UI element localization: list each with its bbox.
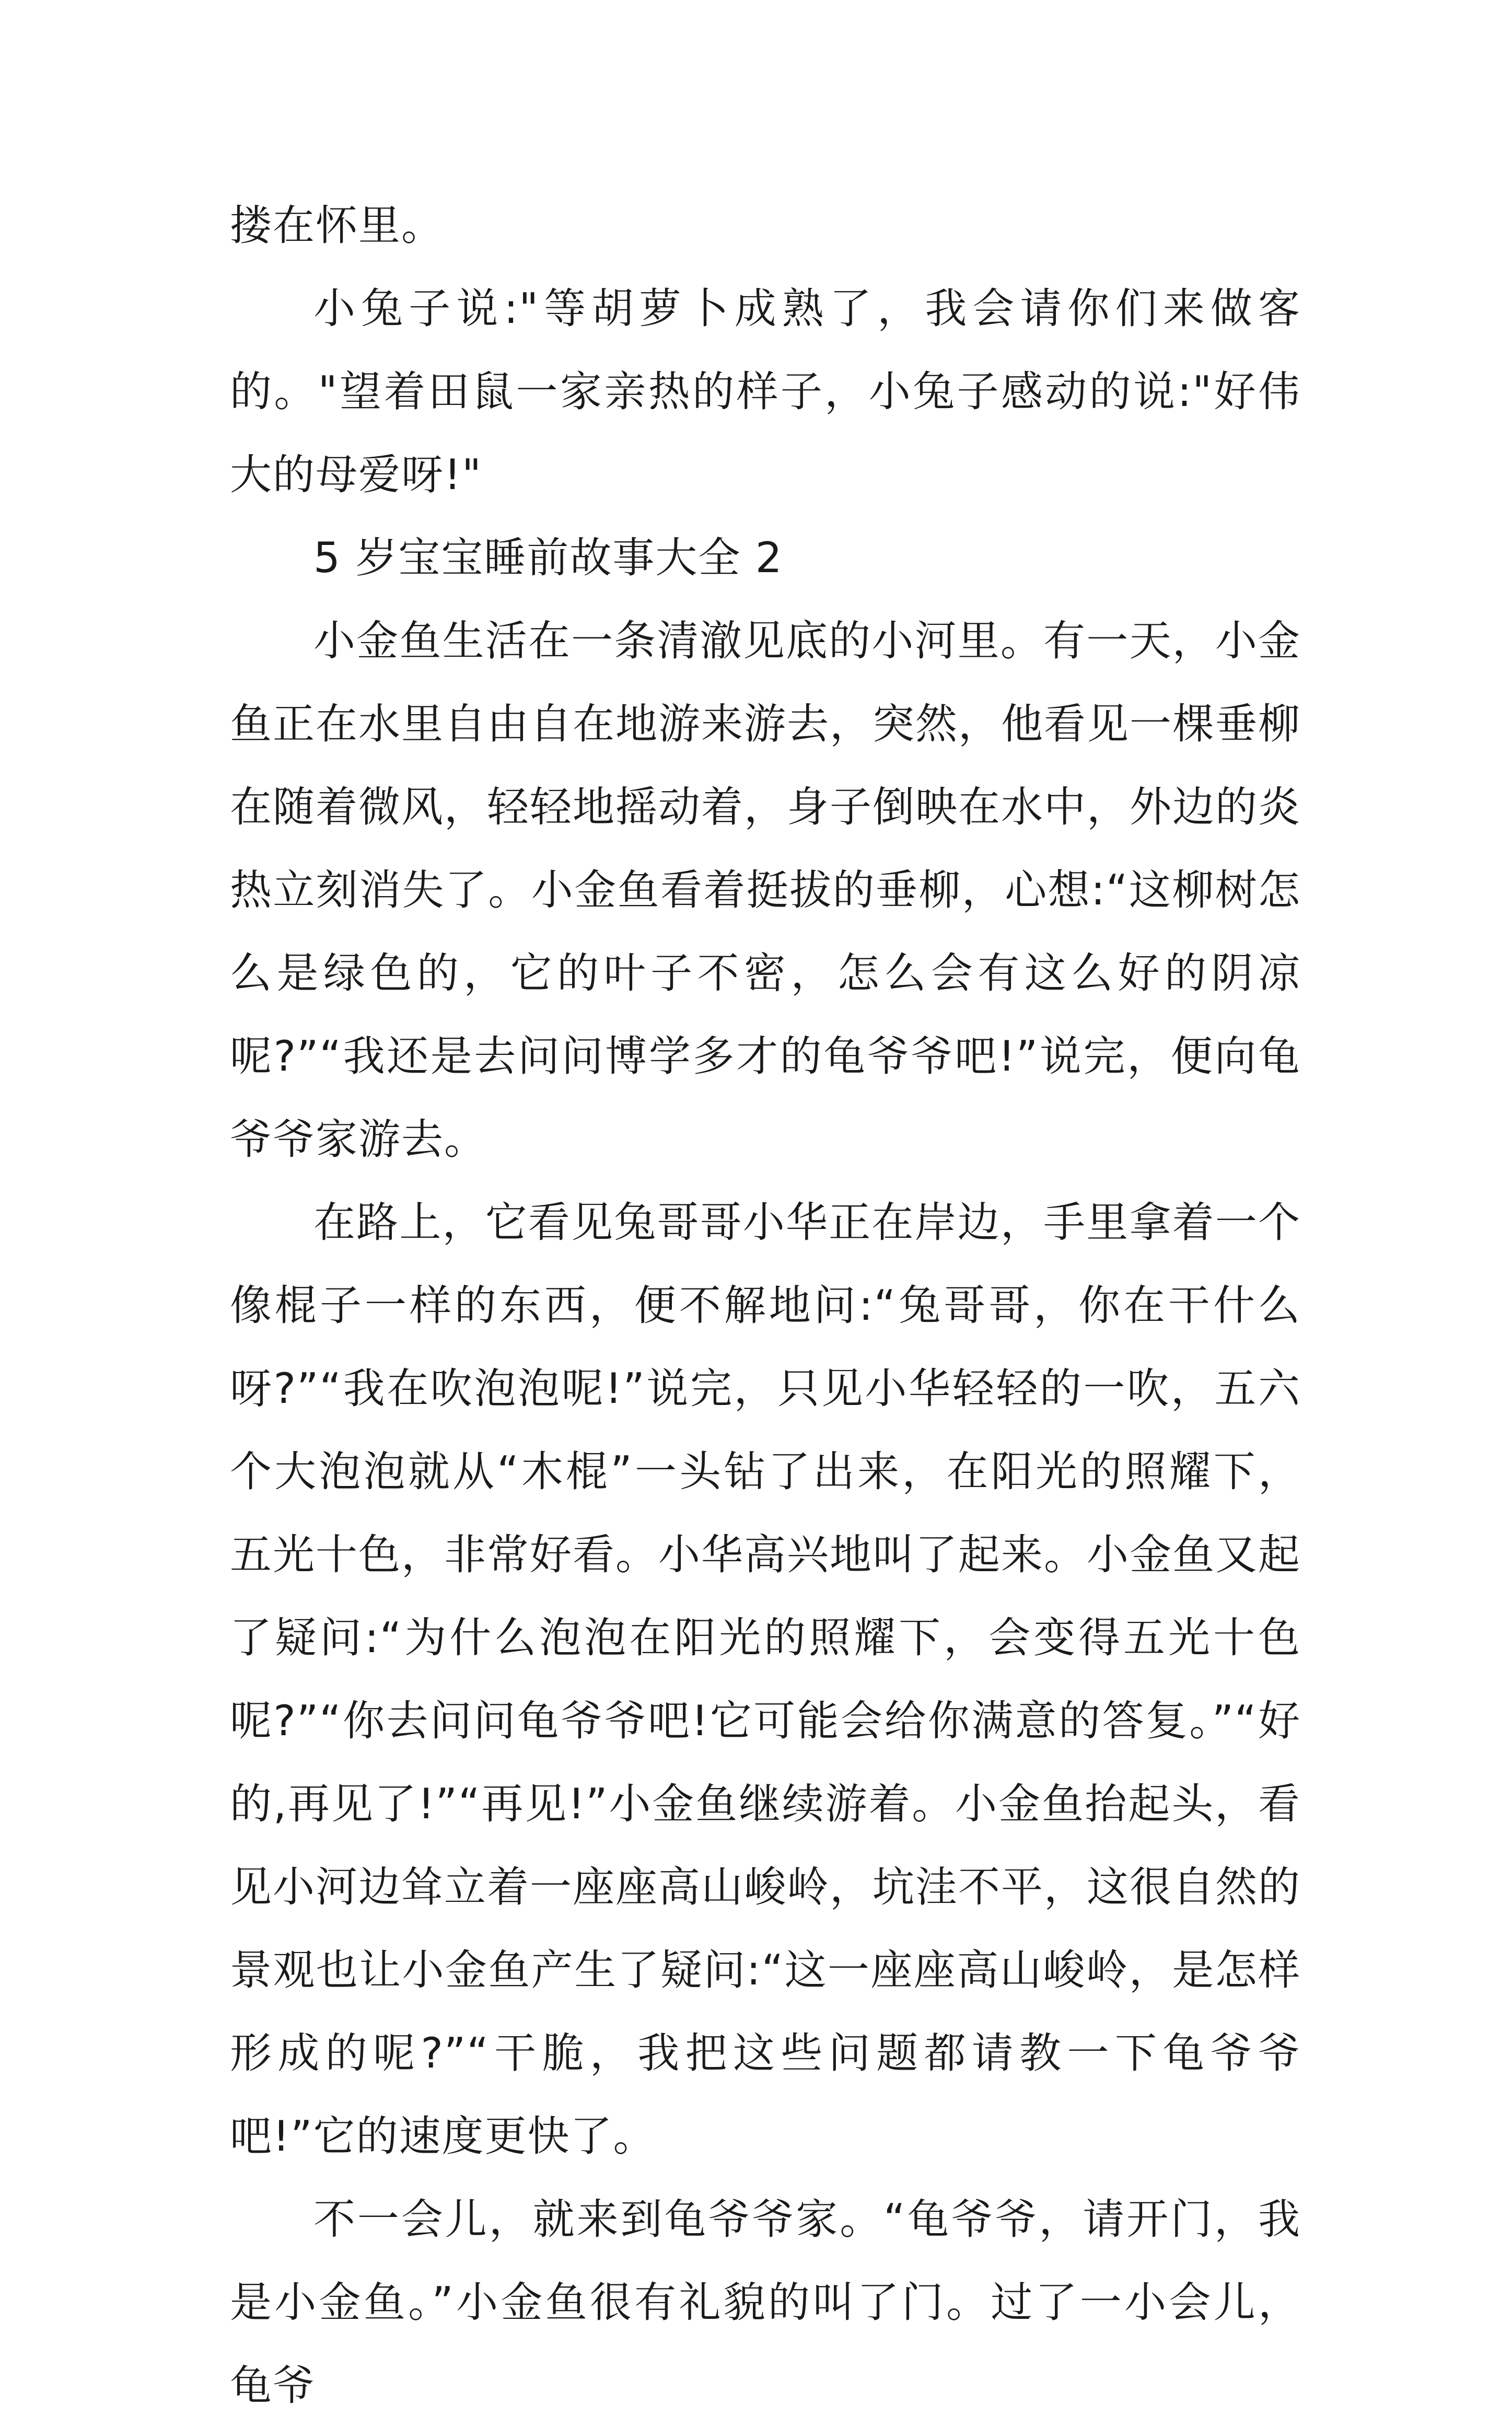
paragraph-rabbit-speech: 小兔子说:"等胡萝卜成熟了，我会请你们来做客的。"望着田鼠一家亲热的样子，小兔子感动的说:"好伟大的母爱呀!" xyxy=(230,284,1301,499)
paragraph-continuation: 搂在怀里。 xyxy=(230,201,444,250)
document-body xyxy=(230,184,1301,2427)
section-heading: 5 岁宝宝睡前故事大全 2 xyxy=(313,533,783,582)
paragraph-arrive-turtle-home: 不一会儿，就来到龟爷爷家。“龟爷爷，请开门，我是小金鱼。”小金鱼很有礼貌的叫了门。过了一小会儿，龟爷 xyxy=(230,2195,1301,2410)
paragraph-on-the-road: 在路上，它看见兔哥哥小华正在岸边，手里拿着一个像棍子一样的东西，便不解地问:“兔哥哥，你在干什么呀?”“我在吹泡泡呢!”说完，只见小华轻轻的一吹，五六个大泡泡就从“木棍”一头钻了出来，在阳光的照耀下，五光十色，非常好看。小华高兴地叫了起来。小金鱼又起了疑问:“为什么泡泡在阳光的照耀下，会变得五光十色呢?”“你去问问龟爷爷吧!它可能会给你满意的答复。”“好的,再见了!”“再见!”小金鱼继续游着。小金鱼抬起头，看见小河边耸立着一座座高山峻岭，坑洼不平，这很自然的景观也让小金鱼产生了疑问:“这一座座高山峻岭，是怎样形成的呢?”“干脆，我把这些问题都请教一下龟爷爷吧!”它的速度更快了。 xyxy=(230,1198,1301,2161)
paragraph-goldfish-intro: 小金鱼生活在一条清澈见底的小河里。有一天，小金鱼正在水里自由自在地游来游去，突然，他看见一棵垂柳在随着微风，轻轻地摇动着，身子倒映在水中，外边的炎热立刻消失了。小金鱼看着挺拔的垂柳，心想:“这柳树怎么是绿色的，它的叶子不密，怎么会有这么好的阴凉呢?”“我还是去问问博学多才的龟爷爷吧!”说完，便向龟爷爷家游去。 xyxy=(230,617,1301,1164)
